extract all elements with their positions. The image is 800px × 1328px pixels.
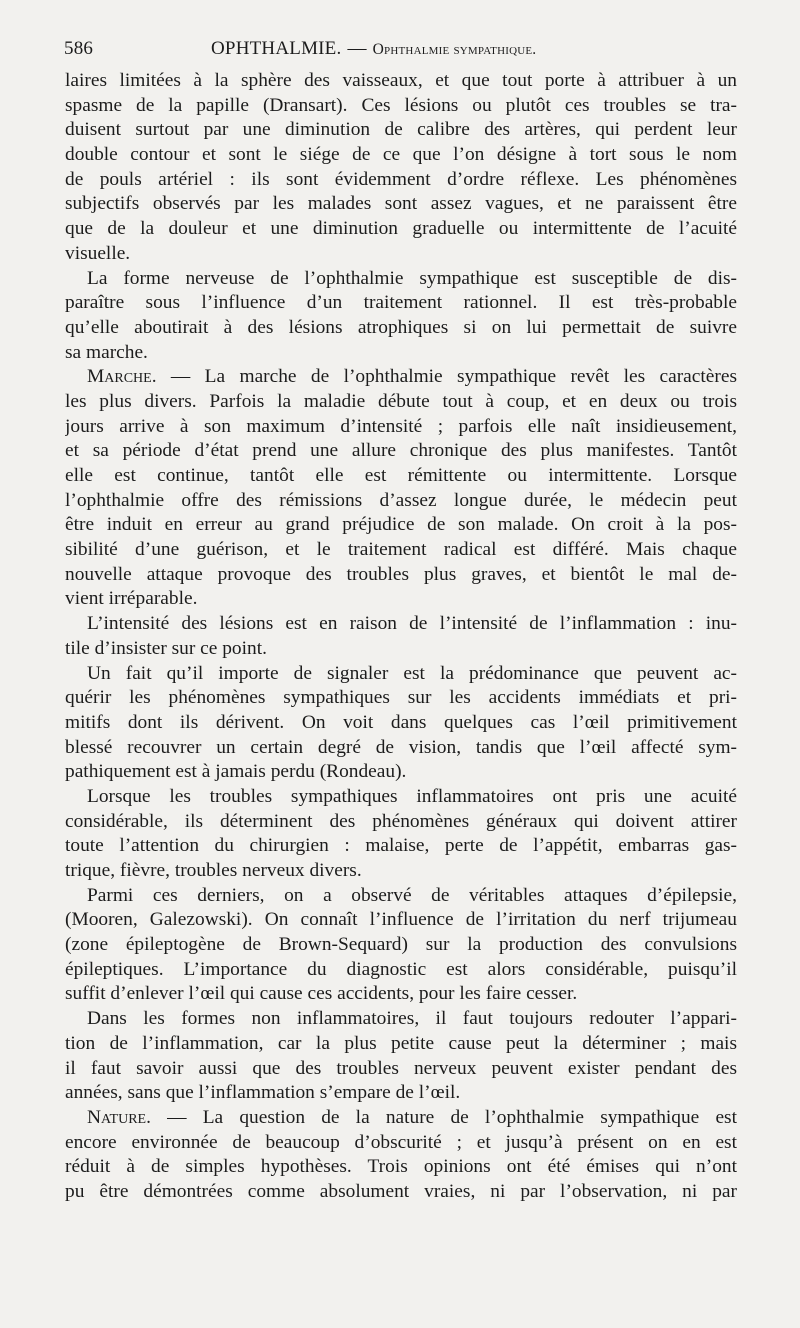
line-text: spasme de la papille (Dransart). Ces lésions ou plutôt ces troubles se tra- <box>65 94 737 116</box>
line-text: quérir les phénomènes sympathiques sur les accidents immédiats et pri- <box>65 687 737 709</box>
text-line <box>65 1155 737 1180</box>
line-text: les plus divers. Parfois la maladie débute tout à coup, et en deux ou trois <box>65 390 737 412</box>
line-text: sa marche. <box>65 341 148 363</box>
text-line <box>65 612 737 637</box>
text-line <box>65 662 737 687</box>
line-text: que de la douleur et une diminution graduelle ou intermittente de l’acuité <box>65 218 737 240</box>
line-text: réduit à de simples hypothèses. Trois opinions ont été émises qui n’ont <box>65 1156 737 1178</box>
text-line <box>65 242 737 267</box>
text-line <box>65 118 737 143</box>
text-line <box>65 94 737 119</box>
line-text: toute l’attention du chirurgien : malaise, perte de l’appétit, embarras gas- <box>65 835 737 857</box>
running-title-sub: Ophthalmie sympathique. <box>372 41 537 58</box>
line-text: pathiquement est à jamais perdu (Rondeau). <box>65 761 407 783</box>
line-text: — La marche de l’ophthalmie sympathique revêt les caractères <box>156 366 737 388</box>
text-line <box>65 217 737 242</box>
text-line <box>65 933 737 958</box>
line-text: Un fait qu’il importe de signaler est la prédominance que peuvent ac- <box>87 662 737 684</box>
line-text: jours arrive à son maximum d’intensité ; parfois elle naît insidieusement, <box>65 415 737 437</box>
line-text: visuelle. <box>65 242 131 264</box>
text-line <box>65 341 737 366</box>
line-text: vient irréparable. <box>65 588 198 610</box>
text-line <box>65 637 737 662</box>
running-title-main: OPHTHALMIE. <box>211 38 342 59</box>
line-text: tile d’insister sur ce point. <box>65 637 267 659</box>
text-line <box>65 1180 737 1205</box>
line-text: qu’elle aboutirait à des lésions atrophiques si on lui permettait de suivre <box>65 316 737 338</box>
line-text: L’intensité des lésions est en raison de l’intensité de l’inflammation : inu- <box>87 613 737 635</box>
text-line <box>65 538 737 563</box>
line-text: elle est continue, tantôt elle est rémittente ou intermittente. Lorsque <box>65 465 737 486</box>
text-line <box>65 316 737 341</box>
line-text: Dans les formes non inflammatoires, il faut toujours redouter l’appari- <box>87 1008 737 1030</box>
text-line <box>65 908 737 933</box>
text-line <box>65 859 737 884</box>
line-text: subjectifs observés par les malades sont assez vagues, et ne paraissent être <box>65 193 737 215</box>
line-text: double contour et sont le siége de ce que l’on désigne à tort sous le nom <box>65 144 737 166</box>
line-text: La forme nerveuse de l’ophthalmie sympathique est susceptible de dis- <box>87 267 737 289</box>
line-text: l’ophthalmie offre des rémissions d’assez longue durée, le médecin peut <box>65 489 737 511</box>
line-text: duisent surtout par une diminution de calibre des artères, qui perdent leur <box>65 119 737 141</box>
text-line <box>65 439 737 464</box>
text-line <box>65 587 737 612</box>
text-line <box>65 1007 737 1032</box>
line-text: mitifs dont ils dérivent. On voit dans quelques cas l’œil primitivement <box>65 711 737 733</box>
text-line <box>65 143 737 168</box>
text-line <box>65 834 737 859</box>
line-text: années, sans que l’inflammation s’empare de l’œil. <box>65 1082 461 1104</box>
line-text: — La question de la nature de l’ophthalmie sympathique est <box>150 1106 737 1128</box>
section-heading: Nature. <box>87 1106 151 1128</box>
text-line <box>65 686 737 711</box>
line-text: être induit en erreur au grand préjudice de son malade. On croit à la pos- <box>65 514 737 536</box>
text-line <box>65 415 737 440</box>
running-title <box>211 38 536 60</box>
body-text <box>65 69 737 1205</box>
section-heading: Marche. <box>87 366 157 388</box>
line-text: sibilité d’une guérison, et le traitement radical est différé. Mais chaque <box>65 539 737 561</box>
text-line <box>65 884 737 909</box>
text-line <box>65 810 737 835</box>
text-line <box>65 464 737 489</box>
line-text: de pouls artériel : ils sont évidemment d’ordre réflexe. Les phénomènes <box>65 168 737 190</box>
line-text: trique, fièvre, troubles nerveux divers. <box>65 860 362 881</box>
line-text: laires limitées à la sphère des vaisseaux, et que tout porte à attribuer à un <box>65 70 737 91</box>
text-line <box>65 267 737 292</box>
line-text: et sa période d’état prend une allure chronique des plus manifestes. Tantôt <box>65 440 737 462</box>
text-line <box>65 1106 737 1131</box>
text-line <box>65 291 737 316</box>
line-text: épileptiques. L’importance du diagnostic est alors considérable, puisqu’il <box>65 958 737 980</box>
line-text: suffit d’enlever l’œil qui cause ces accidents, pour les faire cesser. <box>65 983 578 1005</box>
line-text: nouvelle attaque provoque des troubles plus graves, et bientôt le mal de- <box>65 563 737 585</box>
line-text: considérable, ils déterminent des phénomènes généraux qui doivent attirer <box>65 810 737 832</box>
line-text: (zone épileptogène de Brown-Sequard) sur la production des convulsions <box>65 934 737 956</box>
text-line <box>65 1057 737 1082</box>
line-text: Parmi ces derniers, on a observé de véritables attaques d’épilepsie, <box>87 884 737 906</box>
line-text: Lorsque les troubles sympathiques inflammatoires ont pris une acuité <box>87 785 737 807</box>
text-line <box>65 168 737 193</box>
text-line <box>65 563 737 588</box>
text-line <box>65 982 737 1007</box>
line-text: pu être démontrées comme absolument vraies, ni par l’observation, ni par <box>65 1180 737 1202</box>
text-line <box>65 711 737 736</box>
text-line <box>65 736 737 761</box>
text-line <box>65 390 737 415</box>
text-line <box>65 958 737 983</box>
line-text: encore environnée de beaucoup d’obscurité ; et jusqu’à présent on en est <box>65 1131 737 1153</box>
text-line <box>65 1131 737 1156</box>
text-line <box>65 513 737 538</box>
text-line <box>65 1032 737 1057</box>
text-line <box>65 760 737 785</box>
line-text: (Mooren, Galezowski). On connaît l’influence de l’irritation du nerf trijumeau <box>65 909 737 931</box>
text-line <box>65 365 737 390</box>
line-text: paraître sous l’influence d’un traitement rationnel. Il est très-probable <box>65 292 737 314</box>
page-number: 586 <box>64 38 94 59</box>
text-line <box>65 69 737 94</box>
text-line <box>65 1081 737 1106</box>
text-line <box>65 489 737 514</box>
running-title-separator: — <box>347 38 367 59</box>
line-text: il faut savoir aussi que des troubles nerveux peuvent exister pendant des <box>65 1057 737 1079</box>
text-line <box>65 192 737 217</box>
line-text: blessé recouvrer un certain degré de vision, tandis que l’œil affecté sym- <box>65 736 737 758</box>
line-text: tion de l’inflammation, car la plus petite cause peut la déterminer ; mais <box>65 1032 737 1054</box>
text-line <box>65 785 737 810</box>
